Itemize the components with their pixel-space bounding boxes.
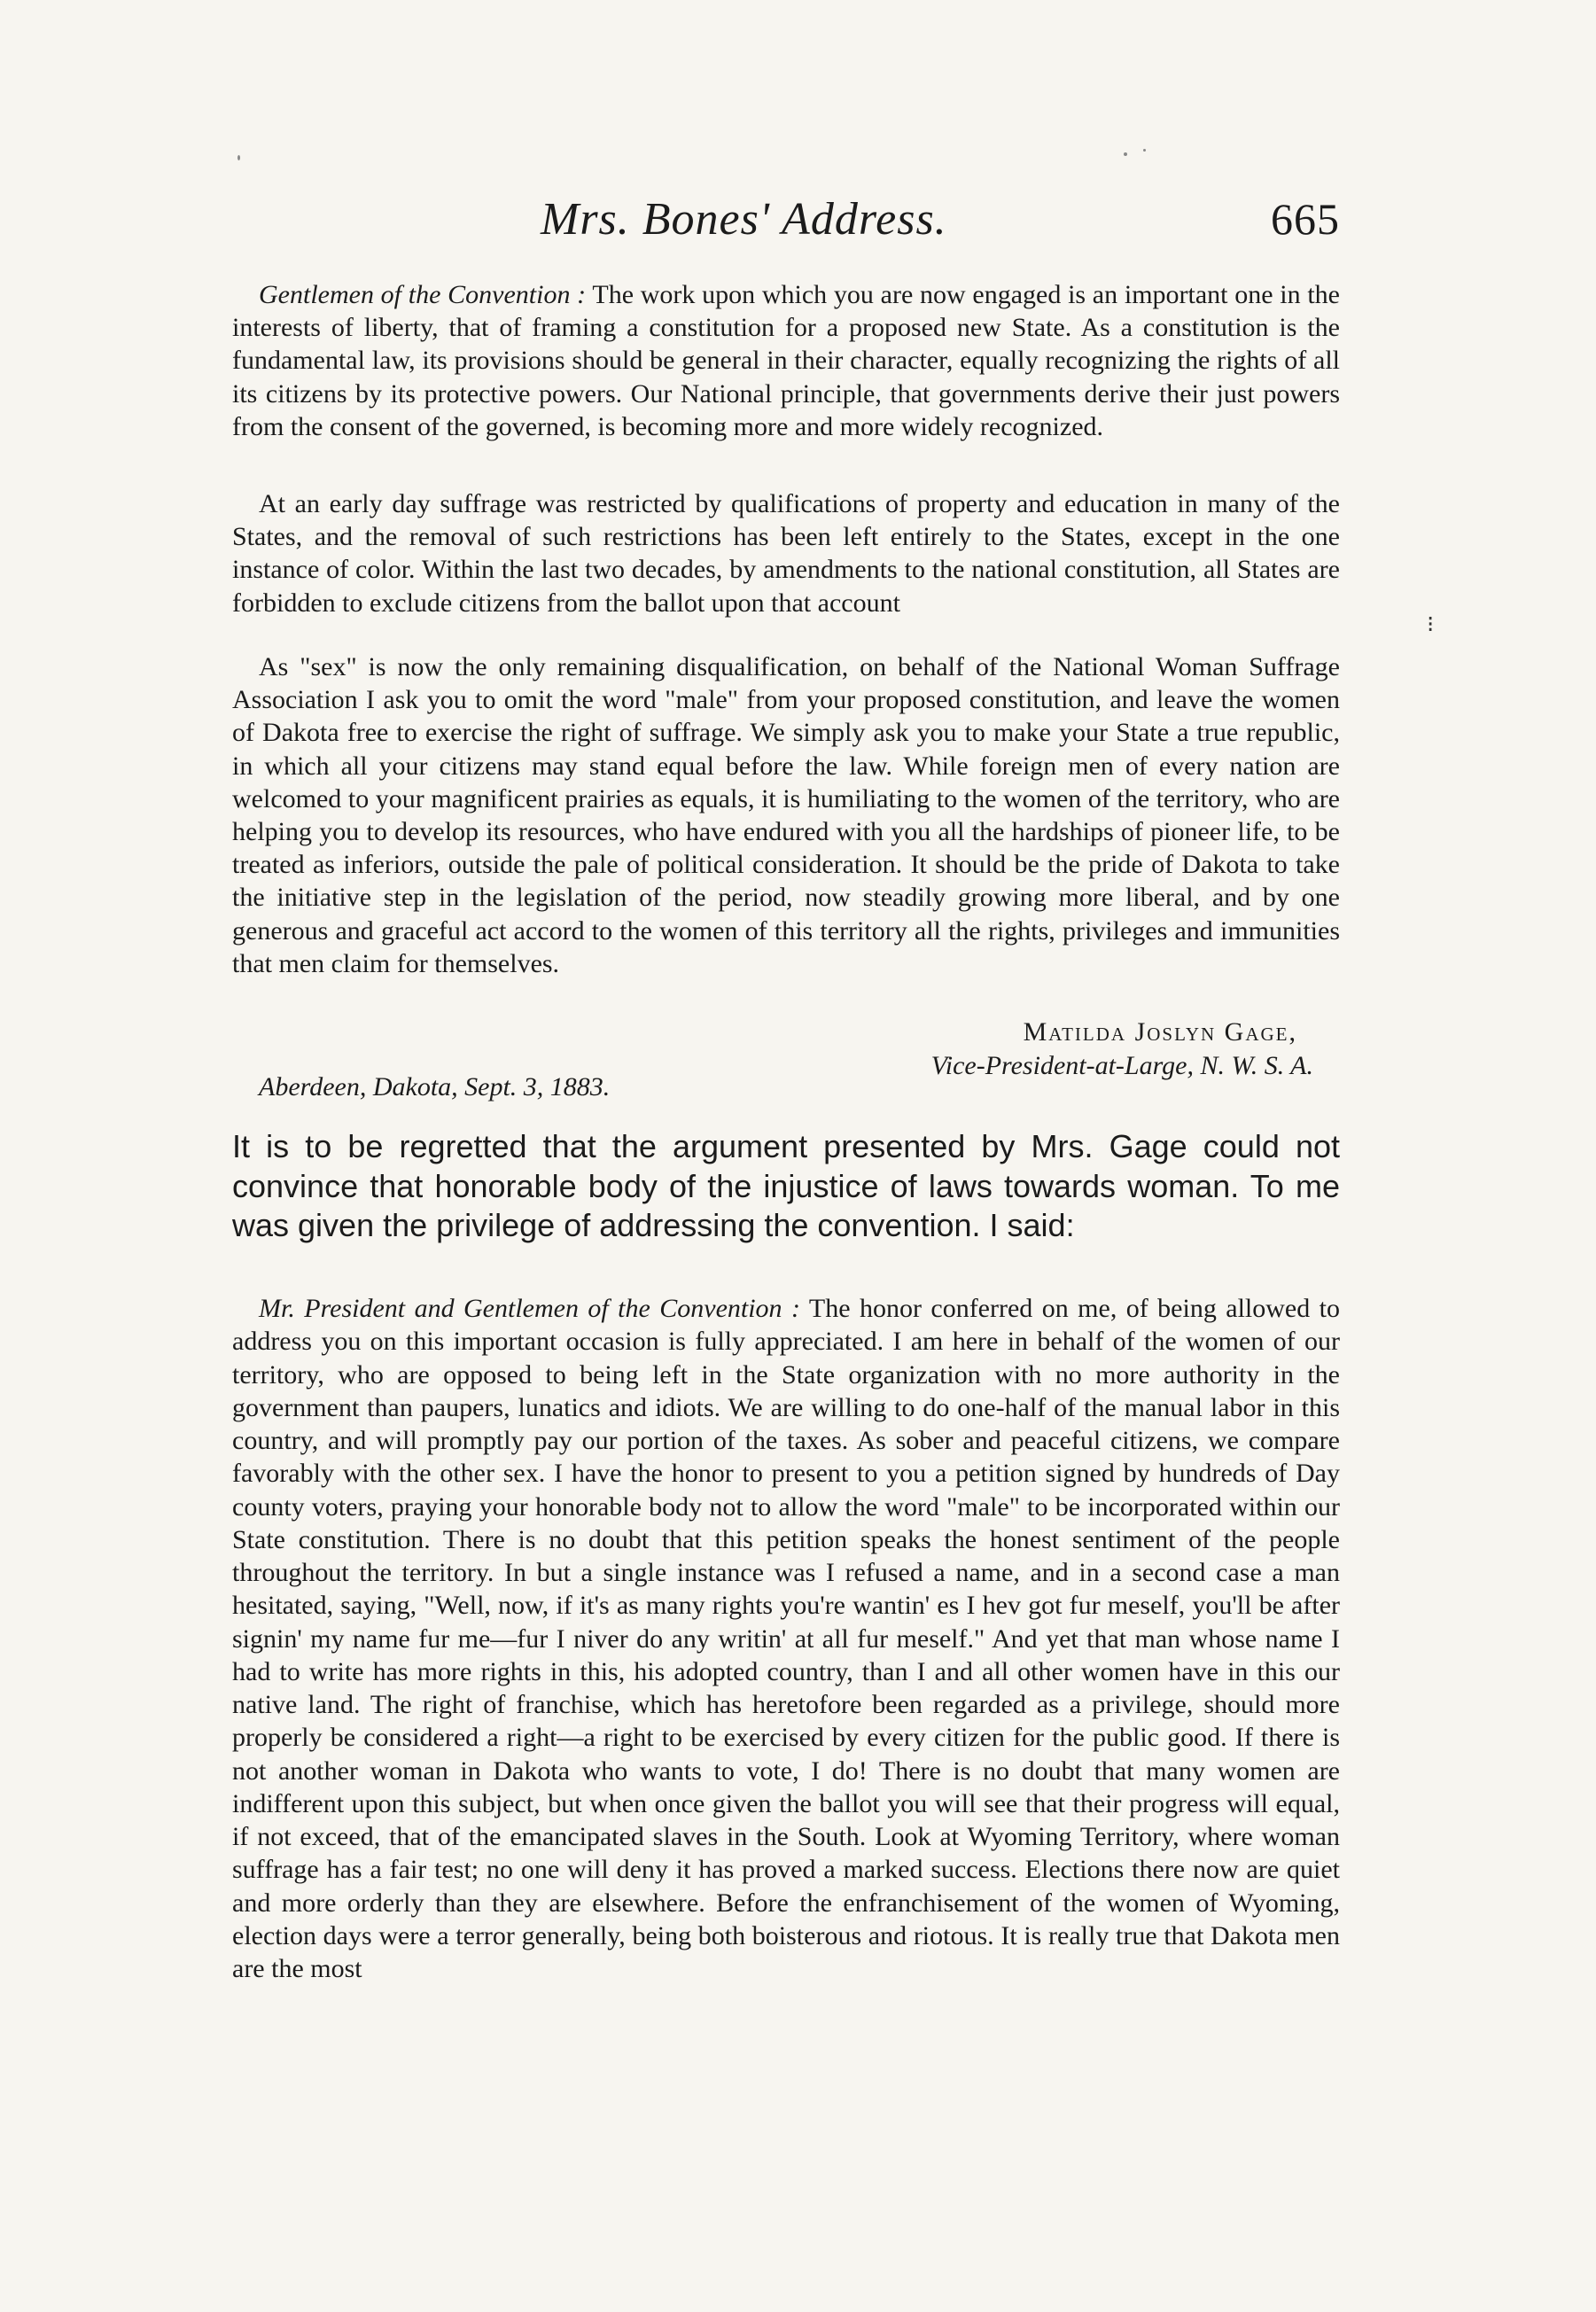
gage-letter-paragraph-2 xyxy=(232,487,1340,619)
bones-salutation: Mr. President and Gentlemen of the Convention : xyxy=(259,1294,800,1323)
signature-name: Matilda Joslyn Gage, xyxy=(1023,1017,1297,1047)
narrative-paragraph: It is to be regretted that the argument presented by Mrs. Gage could not convince that honorable body of the injustice of laws towards woman. To me was given the privilege of addressing the convention. I said: xyxy=(232,1128,1340,1243)
gage-para3-text: As "sex" is now the only remaining disqualification, on behalf of the National Woman Suffrage Association I ask you to omit the word "male" from your proposed constitution, and leave the women of Dakota free to exercise the right of suffrage. We simply ask you to make your State a true republic, in which all your citizens may stand equal before the law. While foreign men of every nation are welcomed to your magnificent prairies as equals, it is humiliating to the women of the territory, who are helping you to develop its resources, who have endured with you all the hardships of pioneer life, to be treated as inferiors, outside the pale of political consideration. It should be the pride of Dakota to take the initiative step in the legislation of the period, now steadily growing more liberal, and by one generous and graceful act accord to the women of this territory all the rights, privileges and immunities that men claim for themselves. xyxy=(232,652,1340,978)
gage-letter-paragraph-1 xyxy=(232,278,1340,443)
gage-para2-text: At an early day suffrage was restricted by qualifications of property and education in many of the States, and the removal of such restrictions has been left entirely to the States, except in the one instance of color. Within the last two decades, by amendments to the national constitution, all States are forbidden to exclude citizens from the ballot upon that account xyxy=(232,489,1340,618)
signature-title: Vice-President-at-Large, N. W. S. A. xyxy=(930,1051,1313,1080)
gage-letter-paragraph-3 xyxy=(232,650,1340,980)
running-head xyxy=(232,193,1340,255)
gage-salutation: Gentlemen of the Convention : xyxy=(259,280,587,309)
paper-speck xyxy=(1124,152,1127,156)
bones-address-paragraph xyxy=(232,1292,1340,1985)
gage-para1-text: The work upon which you are now engaged is an important one in the interests of liberty, that of framing a constitution for a proposed new State. As a constitution is the fundamental law, its provisions should be general in their character, equally recognizing the rights of all its citizens by its protective powers. Our National principle, that governments derive their just powers from the consent of the governed, is becoming more and more widely recognized. xyxy=(232,280,1341,441)
paper-speck xyxy=(1143,149,1146,152)
running-title: Mrs. Bones' Address. xyxy=(541,194,947,245)
page-number: 665 xyxy=(1271,194,1340,244)
margin-mark: ⁝ xyxy=(1427,611,1435,637)
bones-address-body: The honor conferred on me, of being allowed to address you on this important occasion is fully appreciated. I am here in behalf of the women of our territory, who are opposed to being left in the State organization with no more authority in the government than paupers, lunatics and idiots. We are willing to do one-half of the manual labor in this country, and will promptly pay our portion of the taxes. As sober and peaceful citizens, we compare favorably with the other sex. I have the honor to present to you a petition signed by hundreds of Day county voters, praying your honorable body not to allow the word "male" to be incorporated within our State constitution. There is no doubt that this petition speaks the honest sentiment of the people throughout the territory. In but a single instance was I refused a name, and in a second case a man hesitated, saying, "Well, now, if it's as many rights you're wantin' es I hev got fur meself, you'll be after signin' my name fur me—fur I niver do any writin' at all fur meself." And yet that man whose name I had to write has more rights in this, his adopted country, than I and all other women have in this our native land. The right of franchise, which has heretofore been regarded as a privilege, should more properly be considered a right—a right to be exercised by every citizen for the public good. If there is not another woman in Dakota who wants to vote, I do! There is no doubt that many women are indifferent upon this subject, but when once given the ballot you will see that their progress will equal, if not exceed, that of the emancipated slaves in the South. Look at Wyoming Territory, where woman suffrage has a fair test; no one will deny it has proved a marked success. Elections there now are quiet and more orderly than they are elsewhere. Before the enfranchisement of the women of Wyoming, election days were a terror generally, being both boisterous and riotous. It is really true that Dakota men are the most xyxy=(232,1294,1340,1983)
dateline: Aberdeen, Dakota, Sept. 3, 1883. xyxy=(259,1072,611,1102)
paper-speck xyxy=(237,155,240,160)
